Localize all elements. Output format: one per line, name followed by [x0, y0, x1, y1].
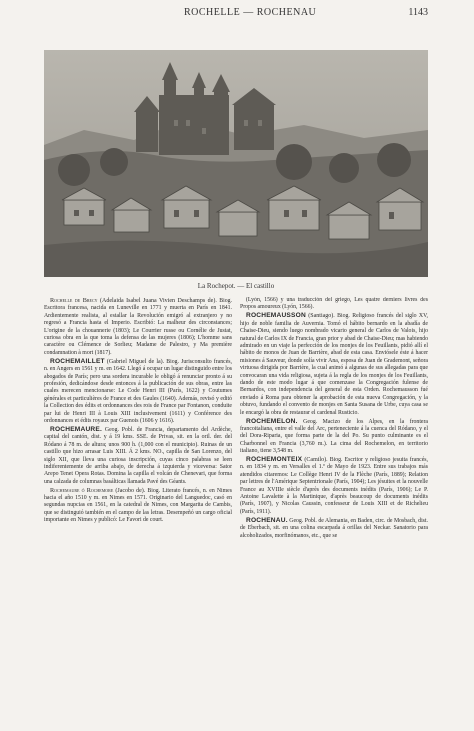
entry-headword: Rochemaure ó Rochemore: [50, 486, 114, 494]
dictionary-entry: [44, 358, 232, 426]
entry-text: Biog. Escritor y religioso jesuita francés, n. en 1834 y m. en Versalles el 1.º de Mayo de 1923. Entre sus trabajos más atendidos citaremos: Le Collège Henri IV de la Flèche (París, 1889); Relation par lettres de l'Amérique Septentrionale (París, 1904); Les jésuites et la nouvelle France au XVIIIe siècle d'après des documents inédits (París, 1906); Le P. Antoine Lavalette à la Martinique, d'après beaucoup de documents inédits (París, 1907), y Nicolas Caussin, confesseur de Louis XIII et de Richelieu (París, 1911).: [240, 457, 428, 515]
text-columns: [44, 297, 428, 722]
dictionary-entry: [44, 487, 232, 525]
dictionary-entry: [240, 456, 428, 516]
dictionary-entry: [44, 426, 232, 486]
entry-headword: ROCHEMELON.: [246, 417, 298, 425]
running-head: [44, 5, 428, 23]
left-column: [44, 297, 232, 722]
entry-qualifier: (Gabriel Miguel de la).: [106, 358, 165, 365]
entry-headword: ROCHEMAUSSON: [246, 312, 306, 320]
entry-qualifier: (Camilo).: [304, 457, 328, 464]
entry-headword: ROCHEMAURE.: [50, 425, 103, 433]
photo-caption: La Rochepot. — El castillo: [197, 282, 275, 290]
dictionary-entry: [240, 312, 428, 417]
entry-headword: Rochelle de Brecy: [50, 297, 98, 304]
entry-headword: ROCHENAU.: [246, 516, 288, 524]
entry-text: Geog. Macizo de los Alpes, en la frontera francoitaliana, entre el valle del Arc, perteneciente á la cuenca del Ródano, y el del Dora-Riparia, que forma parte de la del Po. Su punto culminante es el Charbonnel en Francia (3,760 m.). La cima del Rochemelon, en territorio italiano, tiene 3,548 m.: [240, 418, 428, 455]
entry-text: Biog. Jurisconsulto francés, n. en Angers en 1561 y m. en 1642. Llegó á ocupar un lugar distinguido entre los abogados de París; pero una sordera incurable le obligó á renunciar pronto á su profesión, dedicándose desde entonces á la publicación de sus obras, entre las cuales merecen mencionarse: Le Code Henri III (París, 1622) y Coutumes générales et particulières de France et des Gaules (1640). Además, revisó y editó la Collection des édits et ordonnances des rois de France par Fontanon, conduite par lui de Henri III à Louis XIII inclusivement (1611) y Conférence des ordonnances et édits royaux par Guenois (1606 y 1616).: [44, 358, 232, 424]
entry-text: Geog. Pobl. de Alemania, en Baden, circ. de Mosbach, dist. de Eberbach, sit. en una colina escarpada á orillas del Neckar. Sanatorio para alcoholizados, morfinómanos, etc., que se: [240, 517, 428, 539]
castle-photo-drawing: [44, 50, 428, 277]
entry-text: Biog. Religioso francés del siglo XV, hijo de noble familia de Auvernia. Tomó el hábito bernardo en la abadía de Chaise-Dieu, siendo luego nombrado vicario general de Carlos de Valois, hijo natural de Carlos IX de Francia, gran prior y abad de Chaise-Dieu; mas habiendo admirado en un viaje la perfección de los monjes de los Feuillants, pidió allí el hábito de monos de Juan de Barrière, abad de esta casa. Enviósele éste á hacer misiones á Sauveur, donde solía vivir Ana, esposa de Juan de Grademont, señora virtuosa dirigida por Barrière, la cual animó á algunas de sus allegadas para que convocaran una vida religiosa, sujeta á la regla de los monjes de los Feuillants, dando de este modo lugar á que comenzase la Congregación fulense de Bernardos, con independencia del general de esta Orden. Rochemausson fué enviado á Roma para obtener la aprobación de esta nueva Congregación, y la obtuvo, fundando el convento de monjes en Santa Susana de Urbe, cuya casa se le encargó la obra de restaurar el cardenal Rusticio.: [240, 313, 428, 416]
dictionary-entry: [240, 418, 428, 456]
dictionary-entry: [240, 517, 428, 540]
entry-text: Biog. Literato francés, n. en Nimes hacia el año 1510 y m. en Nimes en 1571. Originario del Languedoc, casó en segundas nupcias en 1561, en la catedral de Nimes, con Margarita de Cambis, que se distinguió también en el campo de las letras. Desempeñó un cargo oficial importante en Nimes y publicó: Le Favori de court.: [44, 487, 232, 524]
entry-headword: ROCHEMAILLET: [50, 357, 105, 365]
running-title: ROCHELLE — ROCHENAU: [184, 7, 317, 18]
entry-qualifier: (Adelaida Isabel Juana Vivien Deschamps de).: [100, 298, 217, 304]
entry-qualifier: (Jacobo de).: [115, 487, 146, 494]
entry-qualifier: (Santiago).: [308, 313, 335, 320]
entry-text: Geog. Pobl. de Francia, departamento del Ardèche, capital del cantón, dist. y á 19 kms. SSE. de Privas, sit. en la oril. der. del Ródano á 78 m. de altura; unos 900 h. (1,000 con el municipio). Ruinas de un castillo que hizo arrasar Luis XIII. Á 2 kms. NO., capilla de San Lorenzo, del siglo XII, que lleva una curiosa inscripción, cuyas cinco palabras se leen indiferentemente de arriba abajo, de derecha á izquierda y viceversa: Sator Arepo Tenet Opera Rotas. Domina la capilla el volcán de Chenevari, que forma una calzada de columnas basálticas llamada Pavé des Géants.: [44, 426, 232, 485]
entry-headword: ROCHEMONTEIX: [246, 456, 303, 464]
entry-text: (Lyón, 1566) y una traducción del griego, Les quatre derniers livres des Propos amoureux (Lyón, 1566).: [240, 297, 428, 311]
dictionary-entry: [44, 297, 232, 357]
right-column: [240, 297, 428, 722]
dictionary-entry: [240, 297, 428, 312]
page-number: 1143: [408, 7, 428, 18]
castle-photo: [44, 50, 428, 277]
entry-text: Biog. Escritora francesa, nacida en Luneville en 1771 y muerta en París en 1841. Ardientemente realista, al estallar la Revolución emigró al extranjero y no regresó a Francia hasta el Imperio. Escribió: La malheur des circonstances; L'origine de la chouannerie (1803); Le Courrier russe ou Cornélie de Justat, curiosa obra en la que toma la defensa de las mujeres (1806); L'homme sans caractère ou Clémence de Sorlieu; Madame de Palestro, y Ma première condamnation à mort (1817).: [44, 298, 232, 356]
